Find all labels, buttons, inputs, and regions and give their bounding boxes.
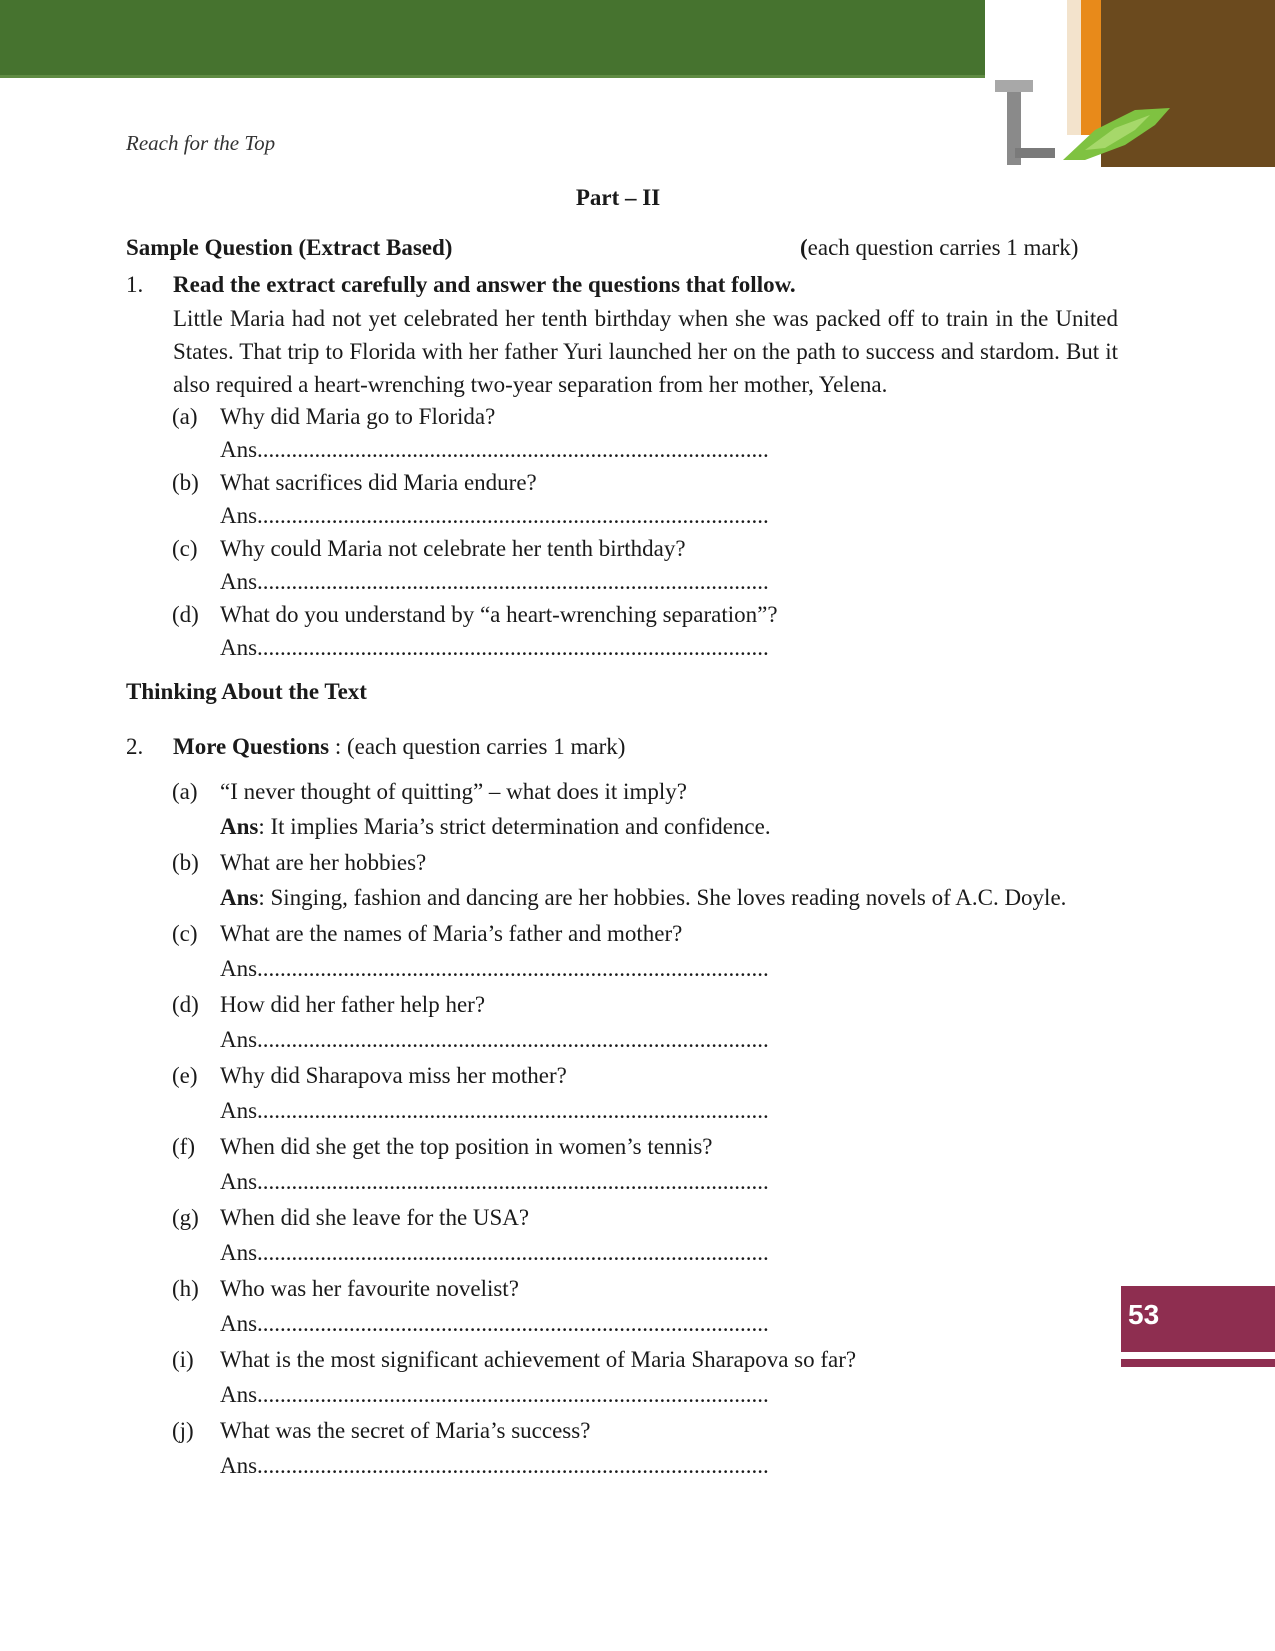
q1-label-b: (b) (172, 470, 199, 495)
marks-note-text: each question carries 1 mark) (807, 235, 1079, 260)
ans-label: Ans (220, 885, 259, 910)
q1-label-a: (a) (172, 404, 198, 429)
q2-question-e: Why did Sharapova miss her mother? (220, 1063, 567, 1088)
part-title: Part – II (575, 185, 661, 210)
q2-answer-j: Ans......................................................................................... (220, 1453, 769, 1478)
header-band (0, 0, 985, 78)
corner-cream (1067, 0, 1081, 135)
q2-answer-e: Ans......................................................................................... (220, 1098, 769, 1123)
q2-label-i: (i) (172, 1347, 194, 1372)
q2-question-j: What was the secret of Maria’s success? (220, 1418, 591, 1443)
q1-label-c: (c) (172, 536, 198, 561)
section1-heading: Sample Question (Extract Based) (126, 235, 453, 260)
q2-label-c: (c) (172, 921, 198, 946)
q1-label-d: (d) (172, 602, 199, 627)
q2-answer-a (220, 814, 771, 840)
ans-text: : It implies Maria’s strict determination and confidence. (258, 814, 771, 839)
q2-label-j: (j) (172, 1418, 194, 1443)
ans-label: Ans (220, 814, 259, 839)
q2-question-g: When did she leave for the USA? (220, 1205, 530, 1230)
q2-question-a: “I never thought of quitting” – what does it imply? (220, 779, 687, 804)
q1-answer-d: Ans......................................................................................... (220, 635, 769, 660)
q2-label-d: (d) (172, 992, 199, 1017)
running-head: Reach for the Top (126, 131, 276, 155)
q2-question-c: What are the names of Maria’s father and mother? (220, 921, 683, 946)
section1-marks-note (800, 235, 1078, 261)
q1-question-c: Why could Maria not celebrate her tenth birthday? (220, 536, 686, 561)
q2-answer-h: Ans......................................................................................... (220, 1311, 769, 1336)
q1-question-b: What sacrifices did Maria endure? (220, 470, 537, 495)
more-questions-title (173, 734, 625, 760)
q2-label-a: (a) (172, 779, 198, 804)
question-number-2: 2. (126, 734, 144, 759)
q2-label-f: (f) (172, 1134, 195, 1159)
sprout-top (995, 80, 1033, 92)
marks-paren: ( (800, 235, 808, 260)
q2-answer-i: Ans......................................................................................... (220, 1382, 769, 1407)
q2-answer-b (220, 885, 1066, 911)
q1-answer-c: Ans......................................................................................... (220, 569, 769, 594)
more-questions-note: : (each question carries 1 mark) (329, 734, 626, 759)
q2-answer-g: Ans......................................................................................... (220, 1240, 769, 1265)
q2-label-g: (g) (172, 1205, 199, 1230)
q2-answer-c: Ans......................................................................................... (220, 956, 769, 981)
q2-label-b: (b) (172, 850, 199, 875)
q2-answer-d: Ans......................................................................................... (220, 1027, 769, 1052)
section2-heading: Thinking About the Text (126, 679, 367, 704)
corner-decoration (985, 0, 1275, 170)
more-questions-label: More Questions (173, 734, 330, 759)
extract-instruction: Read the extract carefully and answer the questions that follow. (173, 272, 796, 297)
extract-passage: Little Maria had not yet celebrated her tenth birthday when she was packed off to train in the United States. That trip to Florida with her father Yuri launched her on the path to success and stardom. But it also required a heart-wrenching two-year separation from her mother, Yelena. (173, 306, 1118, 397)
q2-question-f: When did she get the top position in women’s tennis? (220, 1134, 713, 1159)
sprout-base (1015, 148, 1055, 158)
q2-answer-f: Ans......................................................................................... (220, 1169, 769, 1194)
q1-question-a: Why did Maria go to Florida? (220, 404, 496, 429)
page-number: 53 (1128, 1299, 1160, 1330)
corner-orange (1081, 0, 1101, 135)
q2-label-h: (h) (172, 1276, 199, 1301)
q2-question-i: What is the most significant achievement of Maria Sharapova so far? (220, 1347, 857, 1372)
q2-label-e: (e) (172, 1063, 198, 1088)
question-number-1: 1. (126, 272, 144, 297)
q1-answer-a: Ans......................................................................................... (220, 437, 769, 462)
q2-question-d: How did her father help her? (220, 992, 486, 1017)
q1-question-d: What do you understand by “a heart-wrenching separation”? (220, 602, 778, 627)
ans-text: : Singing, fashion and dancing are her hobbies. She loves reading novels of A.C. Doyle. (258, 885, 1067, 910)
page-number-rule (1121, 1359, 1275, 1367)
q2-question-b: What are her hobbies? (220, 850, 427, 875)
q1-answer-b: Ans......................................................................................... (220, 503, 769, 528)
q2-question-h: Who was her favourite novelist? (220, 1276, 519, 1301)
